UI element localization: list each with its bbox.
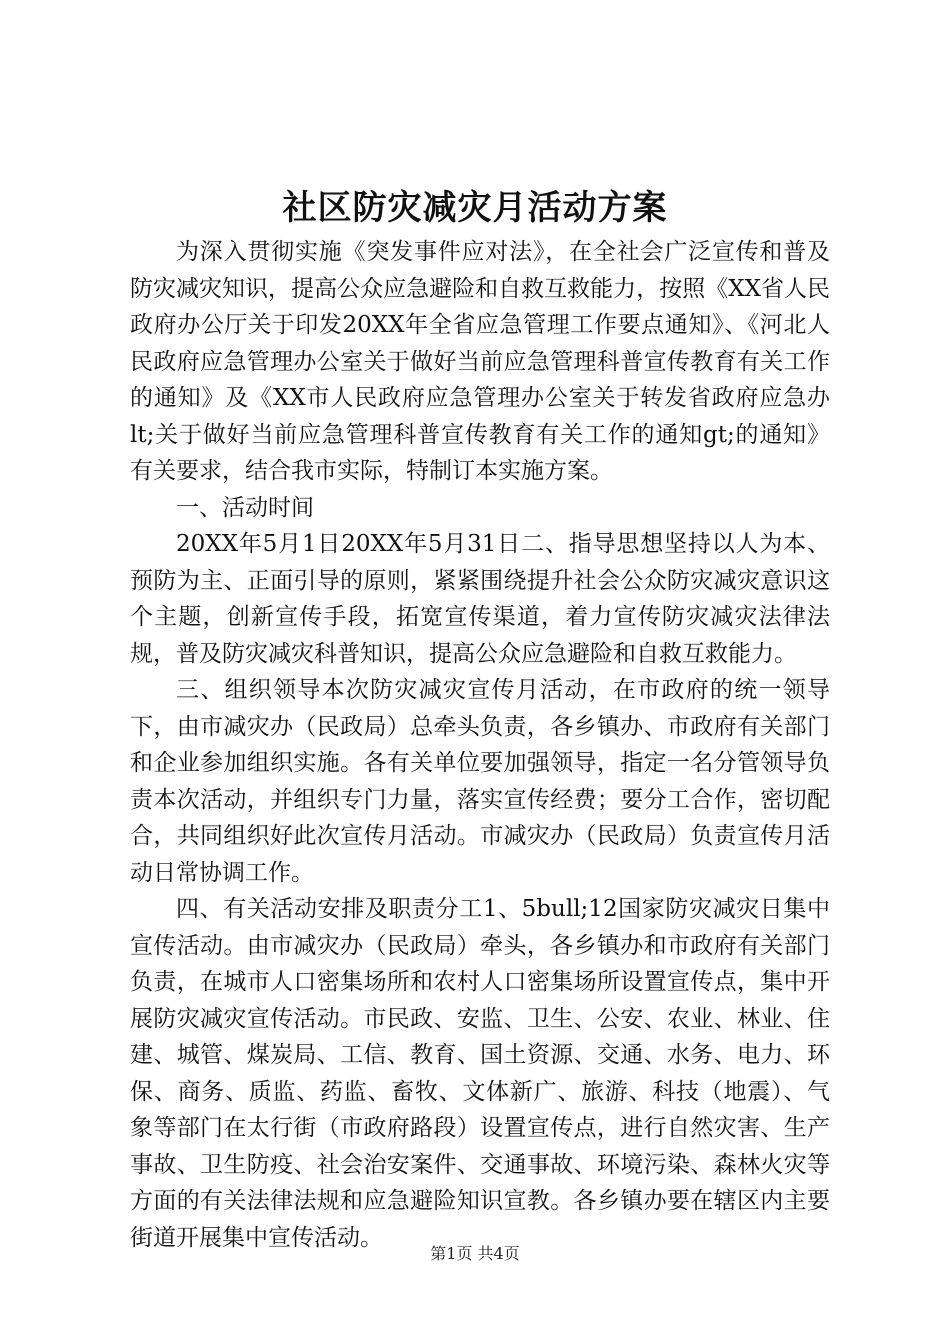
document-title: 社区防灾减灾月活动方案	[282, 188, 668, 228]
page-number-footer: 第1页 共4页	[430, 1244, 520, 1263]
paragraph-guiding-principle: 20XX年5月1日20XX年5月31日二、指导思想坚持以人为本、预防为主、正面引导的原则，紧紧围绕提升社会公众防灾减灾意识这个主题，创新宣传手段，拓宽宣传渠道，着力宣传防灾减灾法律法规，普及防灾减灾科普知识，提高公众应急避险和自救互救能力。	[130, 531, 830, 667]
document-body	[130, 234, 830, 1256]
paragraph-intro: 为深入贯彻实施《突发事件应对法》，在全社会广泛宣传和普及防灾减灾知识，提高公众应急避险和自救互救能力，按照《XX省人民政府办公厅关于印发20XX年全省应急管理工作要点通知》、《河北人民政府应急管理办公室关于做好当前应急管理科普宣传教育有关工作的通知》及《XX市人民政府应急管理办公室关于转发省政府应急办lt;关于做好当前应急管理科普宣传教育有关工作的通知gt;的通知》有关要求，结合我市实际，特制订本实施方案。	[130, 239, 830, 484]
paragraph-activity-time-heading: 一、活动时间	[176, 494, 314, 521]
paragraph-organization: 三、组织领导本次防灾减灾宣传月活动，在市政府的统一领导下，由市减灾办（民政局）总牵头负责，各乡镇办、市政府有关部门和企业参加组织实施。各有关单位要加强领导，指定一名分管领导负责本次活动，并组织专门力量，落实宣传经费；要分工合作，密切配合，共同组织好此次宣传月活动。市减灾办（民政局）负责宣传月活动日常协调工作。	[130, 677, 830, 886]
paragraph-arrangements: 四、有关活动安排及职责分工1、5bull;12国家防灾减灾日集中宣传活动。由市减灾办（民政局）牵头，各乡镇办和市政府有关部门负责，在城市人口密集场所和农村人口密集场所设置宣传点，集中开展防灾减灾宣传活动。市民政、安监、卫生、公安、农业、林业、住建、城管、煤炭局、工信、教育、国土资源、交通、水务、电力、环保、商务、质监、药监、畜牧、文体新广、旅游、科技（地震）、气象等部门在太行街（市政府路段）设置宣传点，进行自然灾害、生产事故、卫生防疫、社会治安案件、交通事故、环境污染、森林火灾等方面的有关法律法规和应急避险知识宣教。各乡镇办要在辖区内主要街道开展集中宣传活动。	[130, 896, 830, 1251]
